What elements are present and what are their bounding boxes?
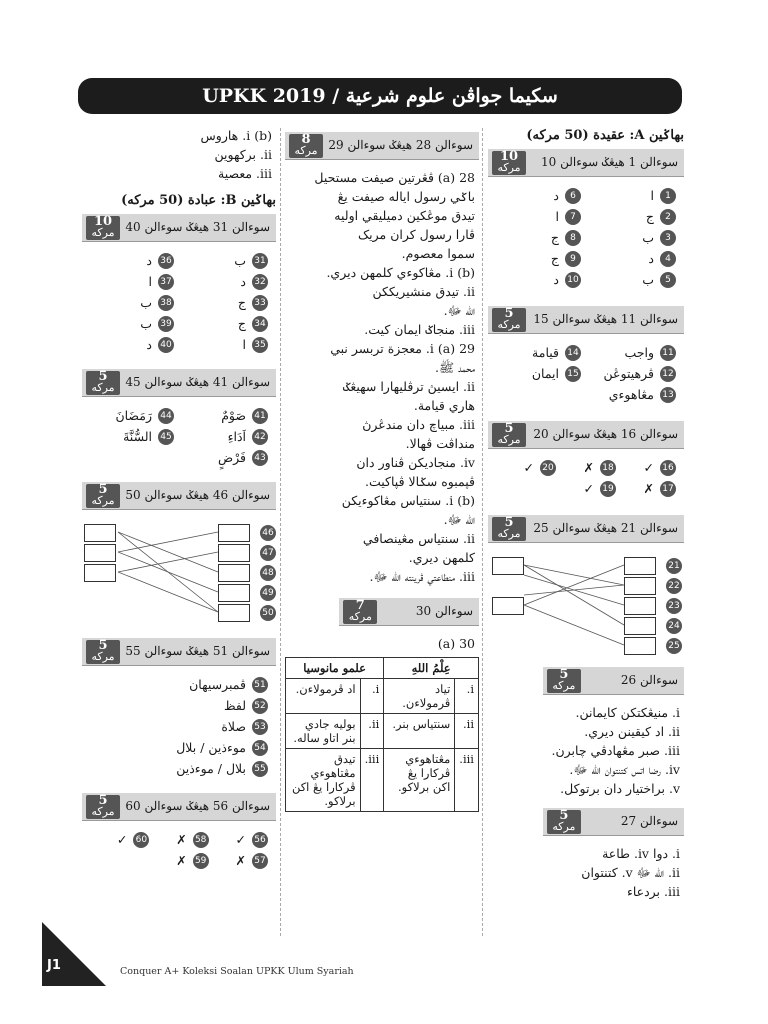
question-number: 52 [252,698,268,714]
column-divider [482,128,483,936]
answer-line: منداڤت ڤهالا. [405,436,475,451]
answer-item [591,227,676,248]
question-number: 4 [660,251,676,267]
question-number: 60 [133,832,149,848]
answer-text: ڤرهيتوڠن [603,366,654,381]
question-number: 42 [252,429,268,445]
footer-text: Conquer A+ Koleksi Soalan UPKK Ulum Syariah [120,966,354,977]
answer-item [591,248,676,269]
column-middle [285,126,479,812]
table-row [286,714,479,749]
marks-badge: 8 مركه [289,134,323,158]
marks-badge: 5 مركه [492,423,526,447]
answer-grid [90,829,268,871]
answer-line: ii. اد کيقينن ديري. [584,724,680,739]
question-number: 5 [660,272,676,288]
table-row [286,679,479,714]
question-number: 2 [660,209,676,225]
question-number: 20 [540,460,556,476]
section-a-heading: بهاݢين A: عقيدة (50 مركه) [526,128,684,143]
table-cell: مڠتاهوءي ڤرکارا يڠ اکن برلاکو. [384,749,455,812]
answer-item [90,426,174,447]
answer-list [488,703,684,798]
answer-item [591,342,676,363]
answer-text: ا [555,209,559,224]
matching-diagram [488,551,684,655]
answer-text: د [146,337,152,352]
match-box [492,597,524,615]
answer-grid [496,457,676,499]
question-number: 11 [660,345,676,361]
question-bar: سوءالن 30 7 مركه [339,598,479,626]
question-number: 41 [252,408,268,424]
question-number: 33 [252,295,268,311]
match-box [492,557,524,575]
answer-text: موءذين / بلال [176,740,246,755]
answer-item [90,829,149,850]
question-number: 13 [660,387,676,403]
answer-text: ب [140,316,152,331]
answer-line: هاري قيامة. [413,398,475,413]
question-number: 6 [565,188,581,204]
answer-item [591,269,676,290]
answer-text: د [240,274,246,289]
match-box [218,544,250,562]
answer-line: v. براختيار دان برتوکل. [560,781,680,796]
column-divider [280,128,281,936]
answer-text: ب [642,230,654,245]
match-box [84,544,116,562]
match-box [624,577,656,595]
answer-item [496,185,581,206]
answer-text: فَرْضٍ [218,450,246,465]
question-number: 53 [252,719,268,735]
answer-text: ✓ [643,460,654,475]
answer-text: ج [550,230,559,245]
match-box [84,564,116,582]
question-number: 23 [666,598,682,614]
question-number: 7 [565,209,581,225]
answer-text: ج [645,209,654,224]
answer-grid [496,185,676,290]
answer-text: اَدَاءِ [227,429,246,444]
marks-badge: 5 مركه [86,640,120,664]
marks-badge: 7 مركه [343,600,377,624]
answer-item [184,405,268,426]
answer-item [591,206,676,227]
question-number: 35 [252,337,268,353]
answer-line: الله ﷻ. [443,512,475,527]
answer-line: باݢي رسول اياله صيفت يڠ [337,189,475,204]
answer-item [184,250,268,271]
marks-badge: 5 مركه [492,517,526,541]
answer-item [90,250,174,271]
answer-item [591,363,676,384]
question-number: 47 [260,545,276,561]
question-number: 24 [666,618,682,634]
answer-item [149,829,208,850]
answer-table [285,657,479,812]
answer-item [184,271,268,292]
answer-item [209,850,268,871]
table-cell: تياد ڤرمولاءن. [384,679,455,714]
answer-item [90,271,174,292]
question-bar: سوءالن 26 5 مركه [543,667,684,695]
question-number: 57 [252,853,268,869]
question-bar: سوءالن 11 هيڠݢ سوءالن 15 5 مركه [488,306,684,334]
answer-item [591,185,676,206]
answer-grid [496,342,676,405]
answer-text: السُّنَّةَ [123,429,152,444]
answer-text: ✗ [176,832,187,847]
answer-line: 28 (a) ڤڠرتين صيفت مستحيل [314,170,475,185]
question-number: 10 [565,272,581,288]
answer-line: ڤڽمبوه سݢالا ڤڽاکيت. [365,474,475,489]
question-number: 46 [260,525,276,541]
question-number: 40 [158,337,174,353]
answer-item [556,478,616,499]
answer-text: ✓ [116,832,128,847]
answer-line: محمد ﷺ. [435,360,475,375]
answer-list [82,674,276,779]
question-number: 58 [193,832,209,848]
answer-grid [90,405,268,468]
answer-item [496,206,581,227]
question-number: 31 [252,253,268,269]
question-bar: سوءالن 1 هيڠݢ سوءالن 10 10 مركه [488,149,684,177]
question-number: 22 [666,578,682,594]
answer-text: ✓ [583,481,594,496]
marks-badge: 5 مركه [86,371,120,395]
column-left [82,126,276,871]
question-number: 3 [660,230,676,246]
column-right [488,126,684,901]
answer-line: 29 (a) i. معجزة تربسر نبي [330,341,475,356]
answer-text: ا [148,274,152,289]
question-number: 55 [252,761,268,777]
answer-line: iii. مبياچ دان مندڠرڽ [362,417,475,432]
match-box [218,584,250,602]
question-bar: سوءالن 41 هيڠݢ سوءالن 45 5 مركه [82,369,276,397]
answer-text: صَوْمٌ [221,408,246,423]
answer-item [496,248,581,269]
question-number: 44 [158,408,174,424]
question-number: 34 [252,316,268,332]
answer-line: الله ﷻ. [443,303,475,318]
answer-list [488,844,684,901]
answer-text: ج [237,295,246,310]
marks-badge: 5 مركه [86,795,120,819]
question-bar: سوءالن 21 هيڠݢ سوءالن 25 5 مركه [488,515,684,543]
question-number: 54 [252,740,268,756]
answer-text: ج [550,251,559,266]
question-bar: سوءالن 27 5 مركه [543,808,684,836]
answer-text: ب [234,253,246,268]
answer-item [90,695,268,716]
question-number: 37 [158,274,174,290]
answer-line: ii. الله ﷻ v. کتنتوان [581,865,680,880]
question-number: 14 [565,345,581,361]
question-number: 18 [600,460,616,476]
question-number: 1 [660,188,676,204]
answer-item [90,758,268,779]
table-header: علمو مانوسيا [286,658,384,679]
answer-item [90,405,174,426]
table-cell: i. [455,679,479,714]
table-cell: iii. [360,749,384,812]
table-cell: اد ڤرمولاءن. [286,679,361,714]
answer-text: ا [650,188,654,203]
answer-item [90,716,268,737]
answer-list [285,168,479,586]
answer-item [90,674,268,695]
question-number: 19 [600,481,616,497]
question-number: 16 [660,460,676,476]
answer-text: واجب [624,345,654,360]
match-box [84,524,116,542]
table-header: عِلْمُ اللهِ [384,658,479,679]
answer-line: ii. ايسيڽ ترڤليهارا سهيڠݢ [343,379,475,394]
match-box [624,617,656,635]
match-box [624,637,656,655]
match-box [624,557,656,575]
answer-line: ڤارا رسول کران مريک [357,227,475,242]
answer-text: ا [242,337,246,352]
answer-line: ii. تيدق منشيريککن [372,284,475,299]
question-number: 49 [260,585,276,601]
answer-item [591,384,676,405]
marks-badge: 5 مركه [86,484,120,508]
question-number: 9 [565,251,581,267]
answer-text: د [146,253,152,268]
match-box [218,604,250,622]
marks-badge: 5 مركه [547,810,581,834]
answer-line: iii. منجاݢ ايمان کيت. [364,322,475,337]
answer-line: iii. بردعاء [626,884,680,899]
match-box [624,597,656,615]
answer-text: د [648,251,654,266]
answer-item [496,227,581,248]
table-cell: بوليه جادي بنر اتاو ساله. [286,714,361,749]
answer-text: مڠاهوءي [608,387,654,402]
answer-line: iii. منطاعتي ڤرينته الله ﷻ. [369,569,475,584]
answer-item [496,342,581,363]
match-box [218,564,250,582]
table-cell: ii. [455,714,479,749]
question-number: 25 [666,638,682,654]
question-bar: سوءالن 56 هيڠݢ سوءالن 60 5 مركه [82,793,276,821]
answer-text: د [553,188,559,203]
answer-item [184,292,268,313]
table-cell: ii. [360,714,384,749]
answer-line: iv. منجاديکن ڤناور دان [356,455,475,470]
answer-item [616,478,676,499]
answer-item [616,457,676,478]
marks-badge: 10 مركه [86,216,120,240]
sub-question-label: 30 (a) [437,636,475,651]
answer-item [496,363,581,384]
question-number: 39 [158,316,174,332]
answer-item [556,457,616,478]
answer-text: ايمان [531,366,559,381]
question-number: 51 [252,677,268,693]
answer-line: (b) i. سنتياس مڠاکوءيکن [341,493,475,508]
table-cell: iii. [455,749,479,812]
footer-corner [42,922,106,986]
answer-item [90,334,174,355]
answer-list [82,126,276,183]
answer-text: ✗ [235,853,246,868]
answer-line: سموا معصوم. [401,246,475,261]
table-cell: تيدق مڠتاهوءي ڤرکارا يڠ اکن برلاکو. [286,749,361,812]
page-title: سکيما جواڤن علوم شرعية / UPKK 2019 [78,78,682,114]
section-b-heading: بهاݢين B: عبادة (50 مركه) [121,193,276,208]
question-number: 50 [260,605,276,621]
answer-text: د [553,272,559,287]
answer-text: ج [237,316,246,331]
marks-badge: 5 مركه [547,669,581,693]
match-box [218,524,250,542]
answer-item [184,426,268,447]
answer-text: ✓ [523,460,534,475]
answer-text: ب [140,295,152,310]
matching-diagram [82,518,276,622]
answer-line: (b) i. مڠاکوءي کلمهن ديري. [326,265,475,280]
question-number: 45 [158,429,174,445]
question-bar: سوءالن 51 هيڠݢ سوءالن 55 5 مركه [82,638,276,666]
question-bar: سوءالن 46 هيڠݢ سوءالن 50 5 مركه [82,482,276,510]
question-number: 8 [565,230,581,246]
answer-text: لفظ [224,698,246,713]
answer-text: ✗ [583,460,594,475]
table-row [286,749,479,812]
answer-item [496,457,556,478]
answer-text: ✗ [643,481,654,496]
question-number: 59 [193,853,209,869]
table-cell: سنتياس بنر. [384,714,455,749]
answer-text: ✗ [176,853,187,868]
marks-badge: 5 مركه [492,308,526,332]
question-number: 15 [565,366,581,382]
question-number: 32 [252,274,268,290]
answer-text: ✓ [235,832,246,847]
page-number: J1 [47,958,61,973]
question-number: 43 [252,450,268,466]
answer-line: i. دوا iv. طاعة [602,846,680,861]
question-number: 56 [252,832,268,848]
question-bar: سوءالن 16 هيڠݢ سوءالن 20 5 مركه [488,421,684,449]
answer-item [209,829,268,850]
answer-item [149,850,208,871]
answer-text: ب [642,272,654,287]
answer-text: بلال / موءذين [176,761,246,776]
answer-text: رَمَضَانَ [115,408,152,423]
question-number: 21 [666,558,682,574]
answer-text: قيامة [532,345,559,360]
answer-text: صلاة [221,719,246,734]
question-bar: سوءالن 28 هيڠݢ سوءالن 29 8 مركه [285,132,479,160]
answer-line: تيدق موڠکين دميليقي اوليه [334,208,475,223]
question-number: 36 [158,253,174,269]
answer-item [90,292,174,313]
question-number: 48 [260,565,276,581]
answer-line: کلمهن ديري. [408,550,475,565]
answer-line: iii. معصية [218,166,272,181]
answer-text: ڤمبرسيهان [189,677,246,692]
answer-line: (b) i. هاروس [200,128,272,143]
answer-line: i. منيڠکتکن کايمانن. [575,705,680,720]
answer-item [184,447,268,468]
answer-line: iii. صبر مڠهادڤي چابرن. [551,743,680,758]
answer-grid [90,250,268,355]
answer-item [184,313,268,334]
question-number: 17 [660,481,676,497]
question-number: 12 [660,366,676,382]
answer-line: iv. رضا اتس کتنتوان الله ﷻ. [569,762,680,777]
answer-line: ii. برکهوين [214,147,272,162]
marks-badge: 10 مركه [492,151,526,175]
question-bar: سوءالن 31 هيڠݢ سوءالن 40 10 مركه [82,214,276,242]
answer-item [184,334,268,355]
answer-item [496,269,581,290]
answer-item [90,313,174,334]
answer-line: ii. سنتياس مڠينصافي [362,531,475,546]
answer-item [90,737,268,758]
question-number: 38 [158,295,174,311]
table-cell: i. [360,679,384,714]
